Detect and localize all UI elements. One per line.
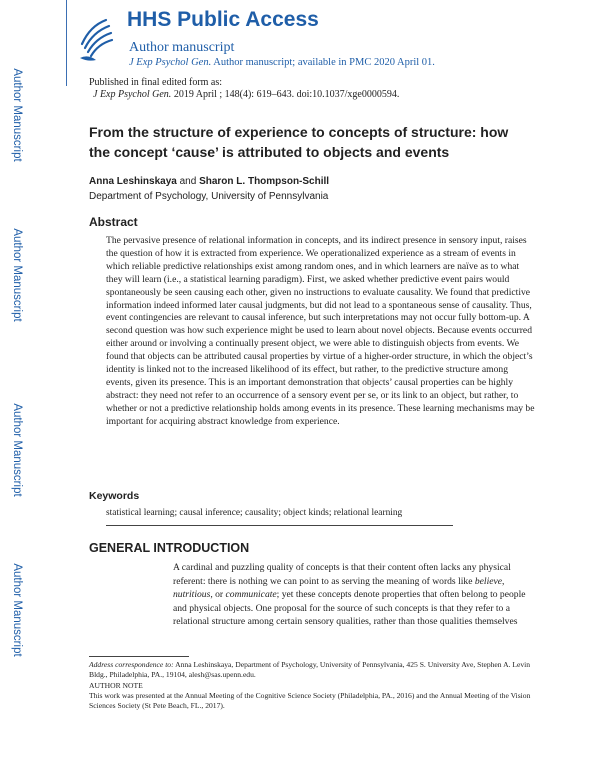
article-title: From the structure of experience to concepts of structure: how the concept ‘cause’ is attributed to objects and events [89, 124, 509, 160]
affiliation: Department of Psychology, University of Pennsylvania [89, 191, 329, 202]
keywords-heading: Keywords [89, 490, 140, 502]
published-label: Published in final edited form as: [89, 77, 223, 88]
keywords-divider [106, 525, 453, 526]
introduction-text: A cardinal and puzzling quality of concepts is that their content often lacks any physical referent: there is nothing we can point to as serving the meaning of words like believe, nutritious, or communicate; yet these concepts denote properties that often belong to people and physical objects. One proposal for the source of such concepts is that they refer to a relational structure among certain sensory qualities, rather than those qualities themselves [173, 562, 526, 628]
footnote-divider [89, 656, 189, 657]
header-divider [66, 0, 67, 86]
abstract-heading: Abstract [89, 215, 138, 229]
author-2: Sharon L. Thompson-Schill [199, 176, 330, 187]
author-manuscript-label: Author manuscript [129, 40, 235, 55]
author-note-text: This work was presented at the Annual Meeting of the Cognitive Science Society (Philadelphia, PA., 2016) and the Annual Meeting of the Vision Sciences Society (St Pete Beach, FL., 2017). [89, 691, 531, 710]
authors: Anna Leshinskaya and Sharon L. Thompson-Schill [89, 176, 330, 187]
abstract-text: The pervasive presence of relational information in concepts, and its indirect presence in sensory input, raises the question of how it is extracted from experience. We operationalized experience as a stream of events in which reliable predictive relationships exist among random ones, and in which learners are naïve as to what they will learn (i.e., a statistical learning paradigm). First, we asked whether predictive event pairs would spontaneously be seen causing each other, given no instructions to evaluate causality. We found that predictive information indeed informed later causal judgments, but did not lead to a spontaneous sense of causality. Thus, event contingencies are relevant to causal inference, but such interpretations may not occur fully bottom-up. A second question was how such experience might be used to learn about novel objects. Because events occurred either around or involving a continually present object, we were able to distinguish objects from events. We found that objects can be attributed causal properties by virtue of a higher-order structure, in which the object’s identity is linked not to the increased likelihood of its effect, but rather, to the predictive structure among events, given its presence. This is an important demonstration that objects’ causal properties can be highly abstract: they need not refer to an occurrence of a sensory event per se, or its link to an object, but rather, to whether or not a predictive relationship holds among events in its presence. These learning mechanisms may be important for acquiring abstract knowledge from experience. [106, 235, 535, 427]
hhs-eagle-icon [76, 14, 116, 64]
hhs-title: HHS Public Access [127, 8, 319, 31]
author-note-heading: AUTHOR NOTE [89, 681, 143, 690]
author-1: Anna Leshinskaya [89, 176, 177, 187]
sidebar-label-2: Author Manuscript [11, 228, 23, 322]
sidebar-label-4: Author Manuscript [11, 563, 23, 657]
journal-availability: J Exp Psychol Gen. Author manuscript; available in PMC 2020 April 01. [129, 57, 435, 68]
introduction-heading: GENERAL INTRODUCTION [89, 541, 250, 555]
keywords-text: statistical learning; causal inference; causality; object kinds; relational learning [106, 508, 403, 518]
citation: J Exp Psychol Gen. 2019 April ; 148(4): 619–643. doi:10.1037/xge0000594. [93, 89, 400, 100]
sidebar-label-1: Author Manuscript [11, 68, 23, 162]
sidebar-label-3: Author Manuscript [11, 403, 23, 497]
correspondence-note: Address correspondence to: Anna Leshinskaya, Department of Psychology, University of Pennsylvania, 425 S. University Ave, Stephen A. Levin Bldg., Philadelphia, PA., 19104, alesh@sas.upenn.edu. [89, 660, 531, 679]
